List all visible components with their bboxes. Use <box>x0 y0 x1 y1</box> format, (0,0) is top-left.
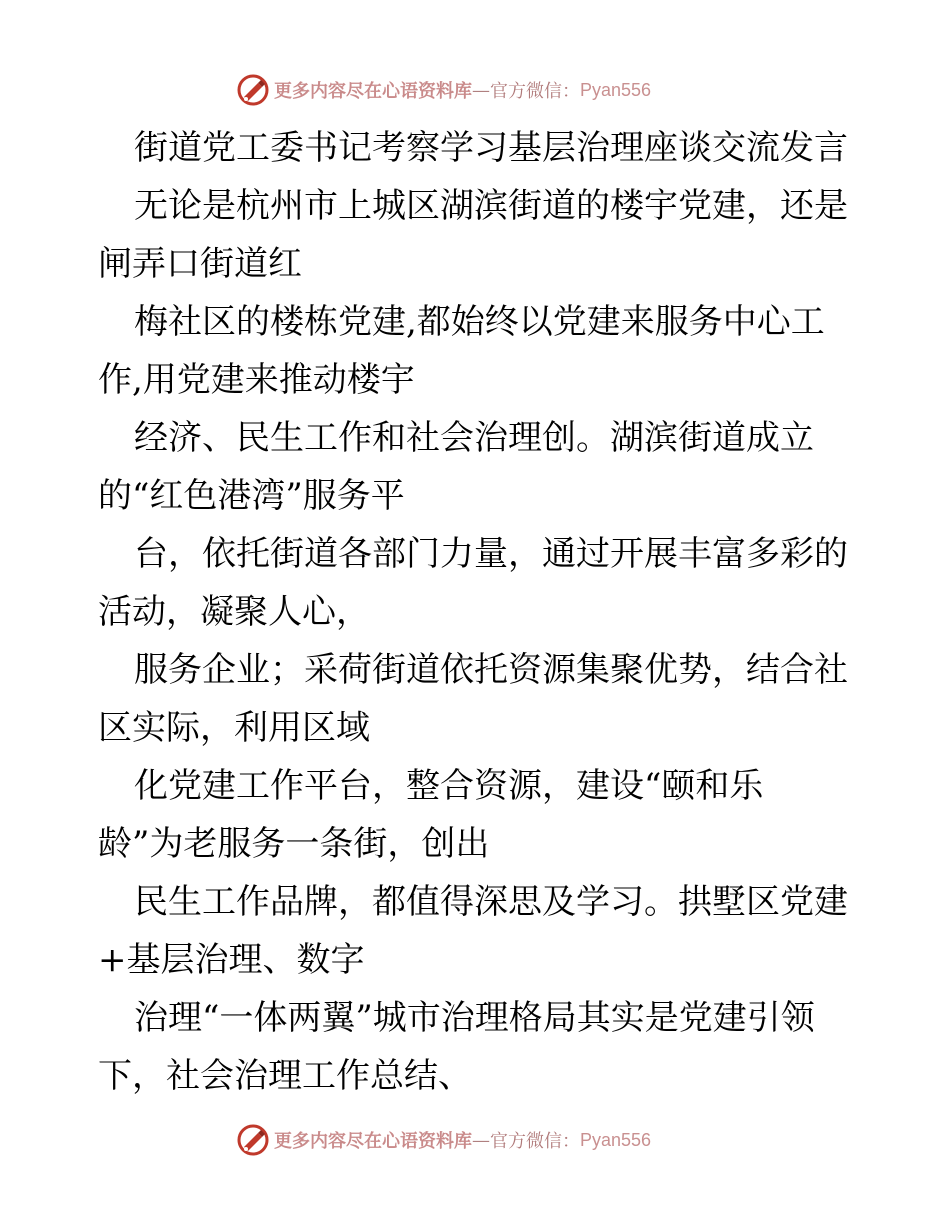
watermark-wechat-id: Pyan556 <box>580 1129 652 1150</box>
watermark-wechat-label: 官方微信： <box>490 81 580 101</box>
text-line: 活动，凝聚人心， <box>98 592 370 632</box>
text-line: 龄”为老服务一条街，创出 <box>98 824 490 864</box>
footer-watermark <box>236 1122 716 1158</box>
text-line: 经济、民生工作和社会治理创。湖滨街道成立 <box>134 418 814 458</box>
text-line: 化党建工作平台，整合资源，建设“颐和乐 <box>134 766 764 806</box>
pen-logo-icon <box>236 73 270 107</box>
text-line: 治理“一体两翼”城市治理格局其实是党建引领 <box>134 998 815 1038</box>
watermark-dash: — <box>472 1129 490 1151</box>
text-line: 民生工作品牌，都值得深思及学习。拱墅区党建 <box>134 882 848 922</box>
text-line: 闸弄口街道红 <box>98 244 302 284</box>
text-line: 下，社会治理工作总结、 <box>98 1056 472 1096</box>
watermark-brand: 更多内容尽在心语资料库 <box>274 1131 472 1152</box>
text-line: 无论是杭州市上城区湖滨街道的楼宇党建，还是 <box>134 186 848 226</box>
watermark-wechat-id: Pyan556 <box>580 79 652 100</box>
pen-logo-icon <box>236 1123 270 1157</box>
text-line: +基层治理、数字 <box>98 940 365 980</box>
text-line: 梅社区的楼栋党建,都始终以党建来服务中心工 <box>134 302 825 342</box>
text-line: 的“红色港湾”服务平 <box>98 476 405 516</box>
watermark-dash: — <box>472 79 490 101</box>
text-line: 作,用党建来推动楼宇 <box>98 360 415 400</box>
watermark-wechat-label: 官方微信： <box>490 1131 580 1151</box>
document-title: 街道党工委书记考察学习基层治理座谈交流发言 <box>134 128 848 168</box>
text-line: 台，依托街道各部门力量，通过开展丰富多彩的 <box>134 534 848 574</box>
header-watermark <box>236 72 716 108</box>
text-line: 区实际，利用区域 <box>98 708 370 748</box>
text-line: 服务企业；采荷街道依托资源集聚优势，结合社 <box>134 650 848 690</box>
watermark-brand: 更多内容尽在心语资料库 <box>274 81 472 102</box>
